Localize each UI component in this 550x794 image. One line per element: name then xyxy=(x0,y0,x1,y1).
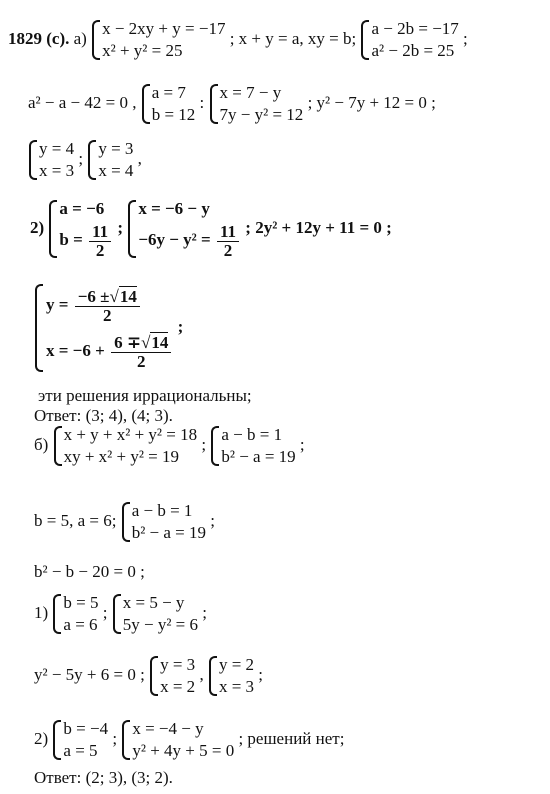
system-b4-row-2: a = 6 xyxy=(63,615,98,634)
system-b6-row-2: x = 2 xyxy=(160,677,196,696)
system-b6 xyxy=(149,654,195,698)
system-b2 xyxy=(210,424,295,468)
part-b-case-2: 2) b = −4 a = 5 ; x = −4 − y y² + 4y + 5 = 0 ; решений нет; xyxy=(34,719,345,760)
problem-number: 1829 (с). xyxy=(8,28,70,48)
system-b2-row-2: b² − a = 19 xyxy=(221,447,296,466)
fraction-numerator: 11 xyxy=(217,223,239,242)
system-b8-row-2: a = 5 xyxy=(63,741,98,760)
system-b8 xyxy=(52,718,108,762)
system-b9 xyxy=(121,718,234,762)
quadratic-case-2: ; 2y² + 12y + 11 = 0 ; xyxy=(245,217,392,237)
system-a3-row-2: b = 12 xyxy=(151,105,196,124)
system-a1 xyxy=(91,18,225,62)
system-b5 xyxy=(112,592,198,636)
quadratic-in-y-b: y² − 5y + 6 = 0 ; xyxy=(34,664,145,684)
part-a-case-2: 2) a = −6 b = $\frac{11}{2}$ ; x = −6 − y −6y − y² = $\frac{11}{2}$ ; 2y² + 12y + 11 = 0 ; xyxy=(30,199,392,260)
part-b-label: б) xyxy=(34,434,49,454)
part-a-line-2: a² − a − 42 = 0 , a = 7 b = 12 : x = 7 − y 7y − y² = 12 ; y² − 7y + 12 = 0 ; xyxy=(28,83,436,124)
radicand: 14 xyxy=(119,286,137,306)
system-roots xyxy=(34,282,173,374)
system-a7 xyxy=(48,198,113,260)
case-1-label: 1) xyxy=(34,602,49,622)
system-b7 xyxy=(208,654,254,698)
x-equals: x = −6 + xyxy=(46,341,105,360)
system-b7-row-1: y = 2 xyxy=(218,655,255,674)
root-y-row xyxy=(46,282,173,328)
quadratic-in-y: ; y² − 7y + 12 = 0 ; xyxy=(307,92,436,112)
system-a2-row-2: a² − 2b = 25 xyxy=(371,41,455,60)
system-a7-row-2 xyxy=(59,220,113,260)
system-b8-row-1: b = −4 xyxy=(63,719,109,738)
system-b1 xyxy=(53,424,198,468)
part-b-line-5: y² − 5y + 6 = 0 ; y = 3 x = 2 , y = 2 x = 3 ; xyxy=(34,655,264,696)
no-solution-note: ; решений нет; xyxy=(238,728,345,748)
system-b9-row-2: y² + 4y + 5 = 0 xyxy=(132,741,235,760)
part-b-case-1: 1) b = 5 a = 6 ; x = 5 − y 5y − y² = 6 ; xyxy=(34,593,208,634)
y-equals: y = xyxy=(46,295,69,314)
system-b1-row-2: xy + x² + y² = 19 xyxy=(63,447,180,466)
system-a6 xyxy=(87,138,133,182)
system-b4 xyxy=(52,592,98,636)
system-b9-row-1: x = −4 − y xyxy=(132,719,204,738)
substitution-b: b = 5, a = 6; xyxy=(34,510,117,530)
system-a5-row-2: x = 3 xyxy=(39,161,75,180)
system-a1-row-1: x − 2xy + y = −17 xyxy=(102,19,226,38)
system-a4-row-1: x = 7 − y xyxy=(219,83,282,102)
system-b1-row-1: x + y + x² + y² = 18 xyxy=(63,425,198,444)
system-a3-row-1: a = 7 xyxy=(151,83,186,102)
system-b3 xyxy=(121,500,206,544)
system-a3 xyxy=(141,82,196,126)
case-2-label: 2) xyxy=(30,217,45,237)
part-b-line-1: б) x + y + x² + y² = 18 xy + x² + y² = 19 ; a − b = 1 b² − a = 19 ; xyxy=(34,425,305,466)
fraction-y-numerator: −6 ±√14 xyxy=(75,288,140,307)
root-x-row xyxy=(46,328,173,374)
system-b5-row-2: 5y − y² = 6 xyxy=(122,615,199,634)
system-a4-row-2: 7y − y² = 12 xyxy=(219,105,304,124)
system-a8-lhs: −6y − y² = xyxy=(138,230,211,249)
system-a4 xyxy=(209,82,304,126)
quadratic-in-b: b² − b − 20 = 0 ; xyxy=(34,562,145,581)
system-a5-row-1: y = 4 xyxy=(39,139,75,158)
part-a-roots: y = $\frac{-6 \pm√14}{2}$ x = −6 + $\frac{6 \mp√14}{2}$ ; xyxy=(34,282,183,374)
fraction-11-2-b xyxy=(217,223,239,260)
fraction-numerator: 11 xyxy=(89,223,111,242)
radicand: 14 xyxy=(151,332,169,352)
part-a-line-1: 1829 (с). а) x − 2xy + y = −17 x² + y² = 25 ; x + y = a, xy = b; a − 2b = −17 a² − 2b = 25 ; xyxy=(8,19,468,60)
fraction-x-denominator: 2 xyxy=(136,351,146,371)
answer-b: Ответ: (2; 3), (3; 2). xyxy=(34,768,173,787)
system-a8-row-1: x = −6 − y xyxy=(138,199,210,218)
system-a2 xyxy=(360,18,458,62)
system-a7-row-1: a = −6 xyxy=(59,199,105,218)
part-b-line-2: b = 5, a = 6; a − b = 1 b² − a = 19 ; xyxy=(34,501,216,542)
system-b6-row-1: y = 3 xyxy=(160,655,196,674)
fraction-y-denominator: 2 xyxy=(103,305,112,325)
part-a-line-3: y = 4 x = 3 ; y = 3 x = 4 , xyxy=(28,138,142,182)
system-b3-row-2: b² − a = 19 xyxy=(131,523,207,542)
quadratic-in-a: a² − a − 42 = 0 , xyxy=(28,92,137,112)
system-a6-row-1: y = 3 xyxy=(98,139,134,158)
fraction-y xyxy=(75,288,140,325)
system-a8 xyxy=(127,198,241,260)
substitution: ; x + y = a, xy = b; xyxy=(229,28,357,48)
system-b4-row-1: b = 5 xyxy=(63,593,99,612)
system-b7-row-2: x = 3 xyxy=(218,677,255,696)
system-b2-row-1: a − b = 1 xyxy=(221,425,283,444)
irrational-note: эти решения иррациональны; xyxy=(38,386,252,405)
answer-a: Ответ: (3; 4), (4; 3). xyxy=(34,406,173,425)
system-a1-row-2: x² + y² = 25 xyxy=(102,41,183,60)
fraction-x xyxy=(111,334,171,371)
fraction-11-2 xyxy=(89,223,111,260)
case-2-label-b: 2) xyxy=(34,728,49,748)
fraction-x-numerator: 6 ∓√14 xyxy=(111,334,171,353)
b-equals: b = xyxy=(59,230,83,249)
numerator-prefix: −6 ± xyxy=(77,286,110,306)
system-a8-row-2 xyxy=(138,220,241,260)
system-a5 xyxy=(28,138,74,182)
system-a6-row-2: x = 4 xyxy=(98,161,134,180)
system-b5-row-1: x = 5 − y xyxy=(122,593,185,612)
system-b3-row-1: a − b = 1 xyxy=(131,501,193,520)
fraction-denominator: 2 xyxy=(95,240,105,260)
numerator-prefix: 6 ∓ xyxy=(114,332,142,352)
part-a-label: а) xyxy=(73,28,87,48)
fraction-denominator: 2 xyxy=(223,240,233,260)
system-a2-row-1: a − 2b = −17 xyxy=(371,19,459,38)
